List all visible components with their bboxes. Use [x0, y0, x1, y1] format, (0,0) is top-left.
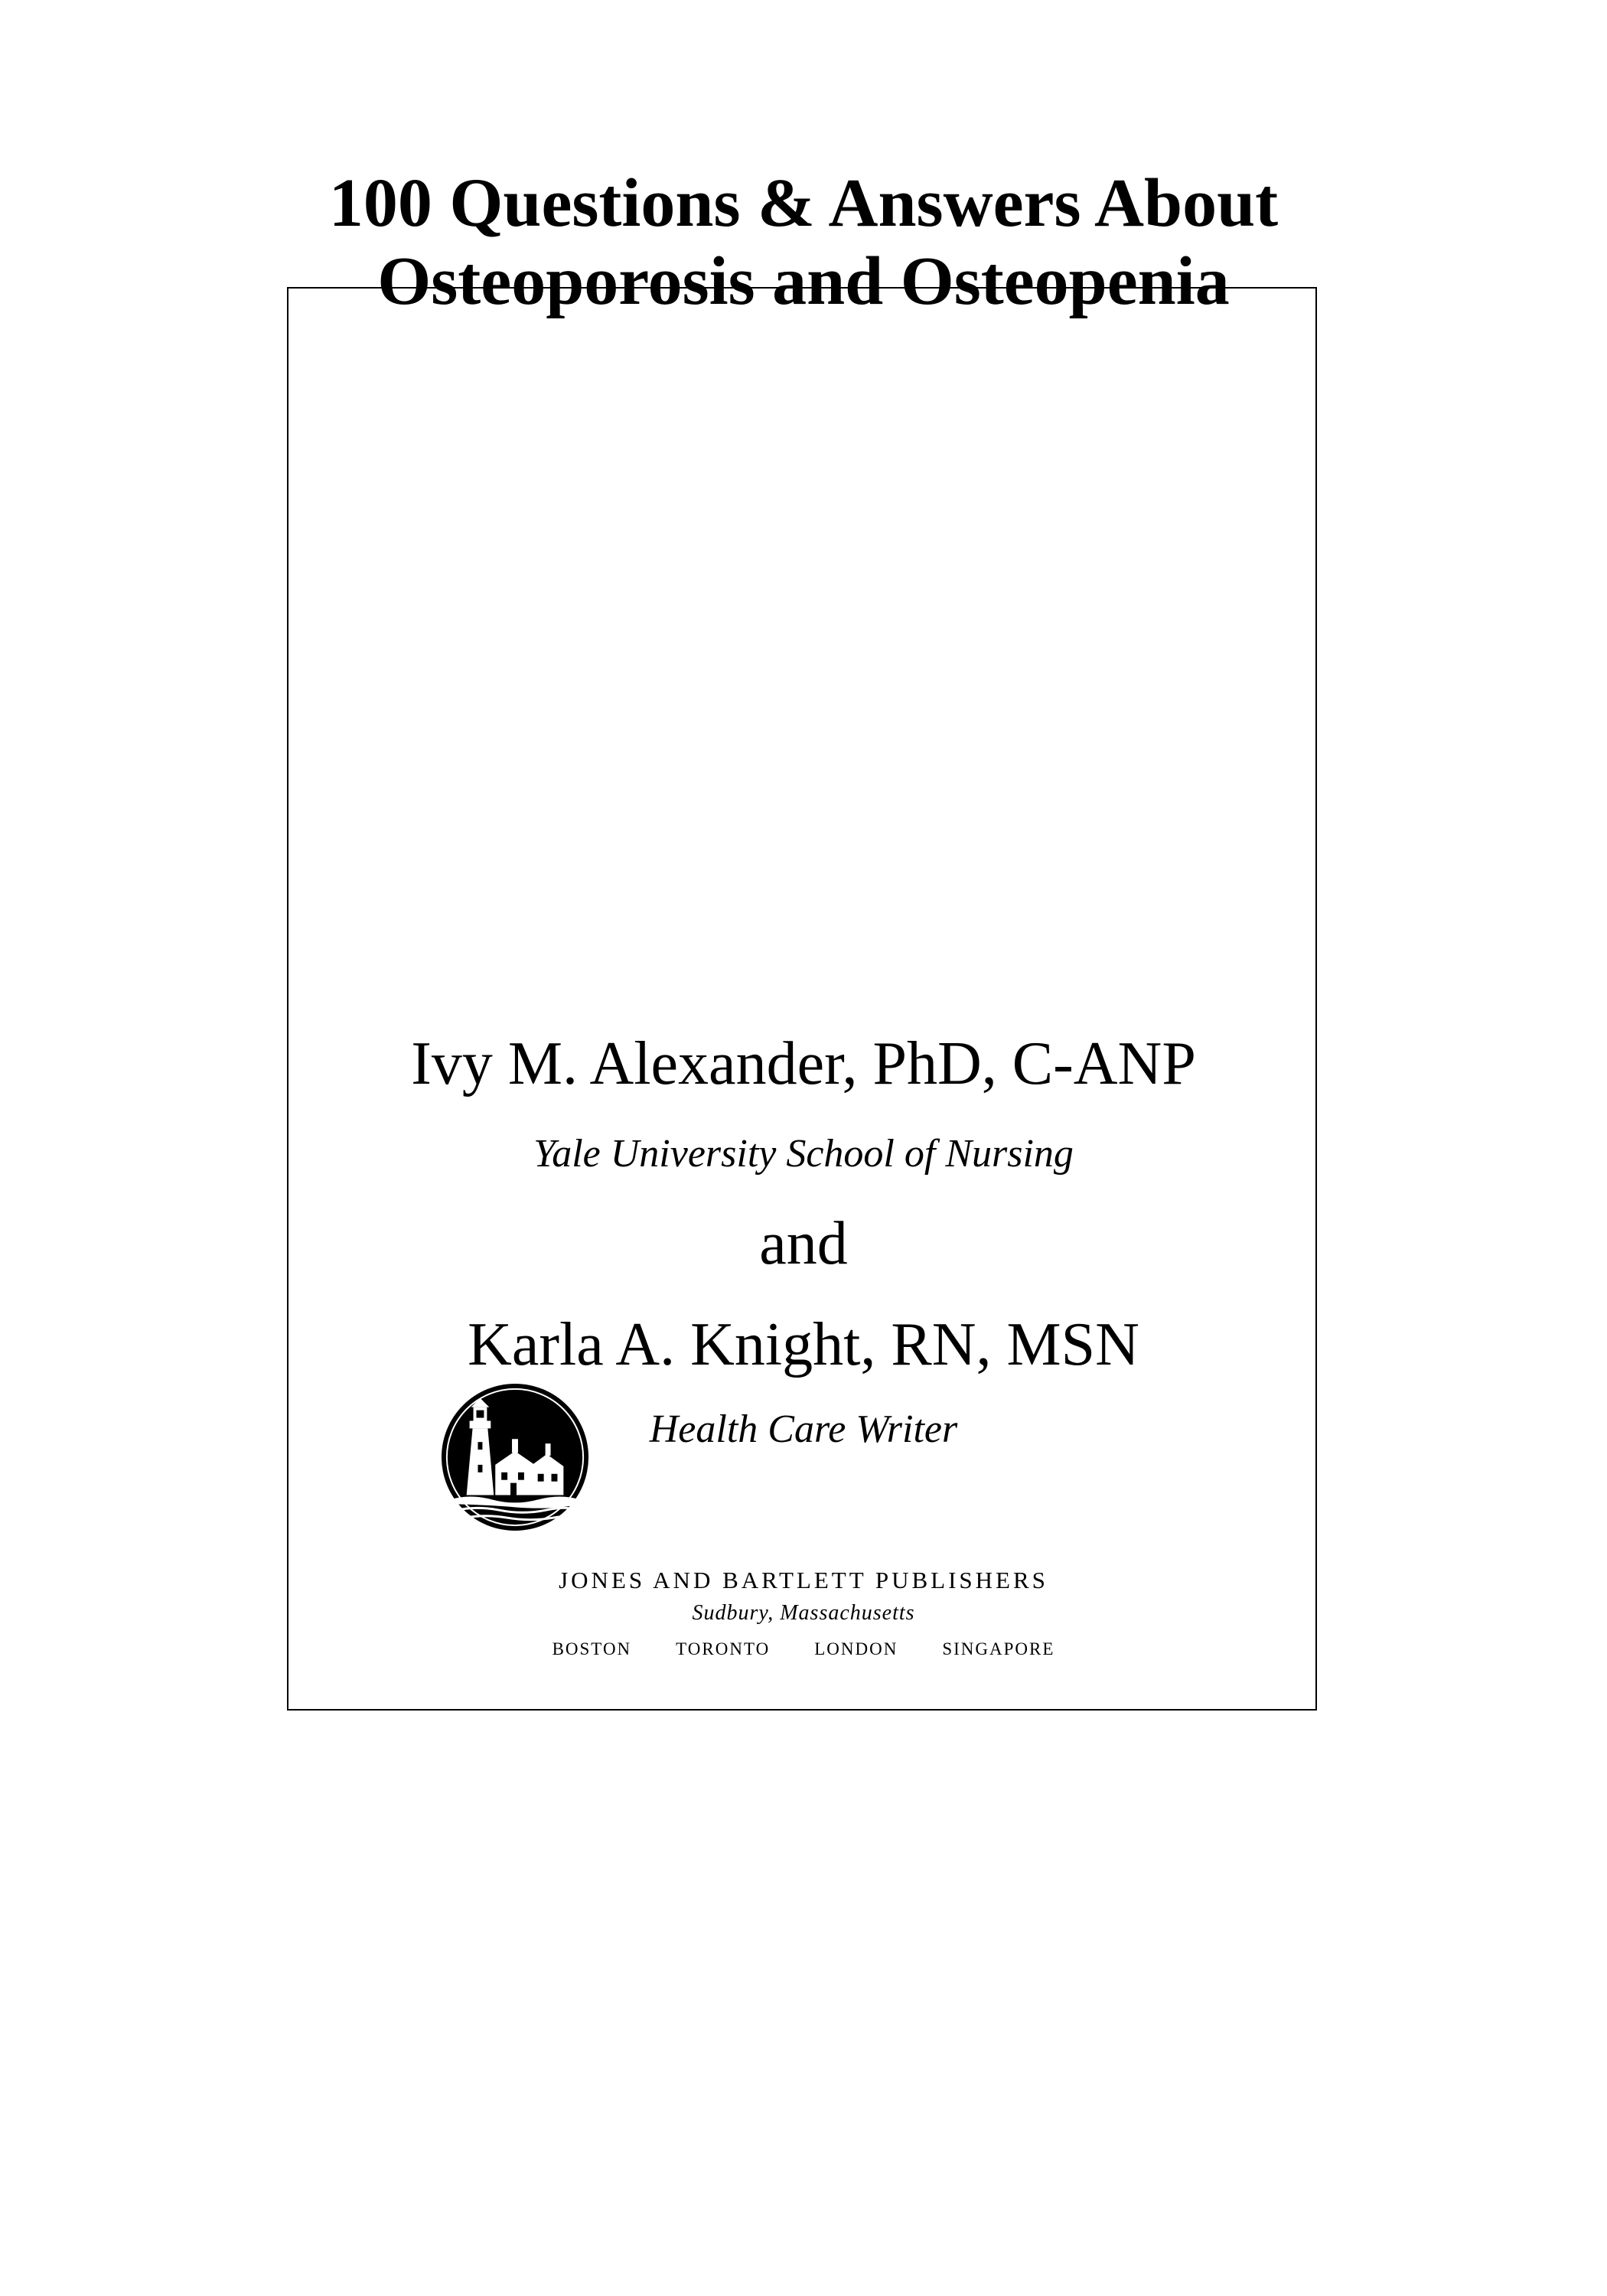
- publisher-name: JONES AND BARTLETT PUBLISHERS: [559, 1567, 1048, 1593]
- book-title-line-1: 100 Questions & Answers About: [328, 165, 1279, 241]
- publisher-location: Sudbury, Massachusetts: [692, 1601, 915, 1625]
- author-conjunction: and: [759, 1210, 848, 1277]
- book-title: [0, 165, 1607, 321]
- author-1-affiliation: Yale University School of Nursing: [533, 1132, 1074, 1176]
- author-1-name: Ivy M. Alexander, PhD, C-ANP: [411, 1030, 1196, 1097]
- publisher-city: SINGAPORE: [942, 1639, 1055, 1658]
- publisher-city: BOSTON: [552, 1639, 632, 1658]
- author-2-affiliation: Health Care Writer: [649, 1407, 958, 1451]
- author-2-name: Karla A. Knight, RN, MSN: [468, 1311, 1139, 1378]
- lighthouse-logo-icon: [439, 1381, 591, 1533]
- publisher-city: LONDON: [814, 1639, 898, 1658]
- publisher-city: TORONTO: [676, 1639, 771, 1658]
- publisher-cities: [0, 1638, 1607, 1661]
- book-title-line-2: Osteoporosis and Osteopenia: [377, 243, 1230, 319]
